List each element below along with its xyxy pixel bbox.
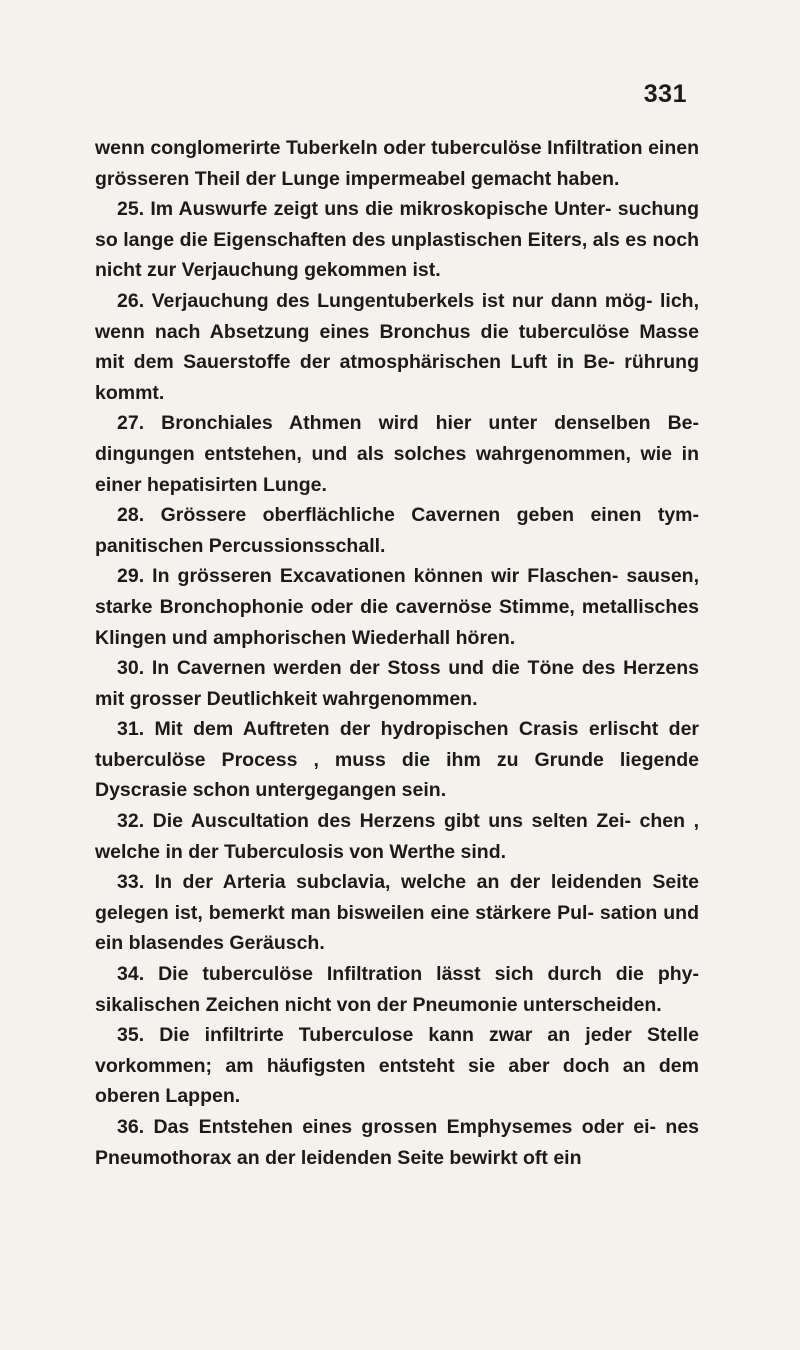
paragraph-text: Die tuberculöse Infiltration lässt sich durch die phy- sikalischen Zeichen nicht von der Pneumonie unterscheiden. xyxy=(95,963,699,1016)
paragraph-text: Im Auswurfe zeigt uns die mikroskopische Unter- suchung so lange die Eigenschaften des unplastischen Eiters, als es noch nicht zur Verjauchung gekommen ist. xyxy=(95,198,699,282)
paragraph-29 xyxy=(95,561,699,653)
paragraph-26 xyxy=(95,286,699,408)
paragraph-34 xyxy=(95,959,699,1020)
paragraph-text: Die infiltrirte Tuberculose kann zwar an jeder Stelle vorkommen; am häufigsten entsteht sie aber doch an dem oberen Lappen. xyxy=(95,1024,699,1108)
page-number: 331 xyxy=(643,80,687,108)
paragraph-text: Grössere oberflächliche Cavernen geben einen tym- panitischen Percussionsschall. xyxy=(95,504,699,557)
paragraph-text: Das Entstehen eines grossen Emphysemes oder ei- nes Pneumothorax an der leidenden Seite bewirkt oft ein xyxy=(95,1116,700,1169)
paragraph-text: Bronchiales Athmen wird hier unter denselben Be- dingungen entstehen, und als solches wahrgenommen, wie in einer hepatisirten Lunge. xyxy=(95,412,699,496)
paragraph-text: Mit dem Auftreten der hydropischen Crasis erlischt der tuberculöse Process , muss die ihm zu Grunde liegende Dyscrasie schon untergegangen sein. xyxy=(95,718,699,802)
paragraph-number: 35. xyxy=(117,1024,145,1047)
paragraph-33 xyxy=(95,867,699,959)
paragraph-text: In grösseren Excavationen können wir Flaschen- sausen, starke Bronchophonie oder die cavernöse Stimme, metallisches Klingen und amphorischen Wiederhall hören. xyxy=(95,565,699,649)
paragraph-number: 26. xyxy=(117,289,145,312)
paragraph-number: 33. xyxy=(117,871,145,894)
paragraph-32 xyxy=(95,806,699,867)
paragraph-number: 36. xyxy=(117,1116,145,1138)
paragraph-number: 29. xyxy=(117,565,145,588)
paragraph-continuation xyxy=(95,133,699,194)
paragraph-text: In der Arteria subclavia, welche an der leidenden Seite gelegen ist, bemerkt man bisweilen eine stärkere Pul- sation und ein blasendes Geräusch. xyxy=(95,871,699,955)
paragraph-30 xyxy=(95,653,699,714)
paragraph-text: Die Auscultation des Herzens gibt uns selten Zei- chen , welche in der Tuberculosis von Werthe sind. xyxy=(95,810,700,863)
paragraph-number: 30. xyxy=(117,657,145,680)
paragraph-28 xyxy=(95,500,699,561)
paragraph-number: 32. xyxy=(117,810,145,833)
paragraph-25 xyxy=(95,194,699,286)
paragraph-35 xyxy=(95,1020,699,1112)
paragraph-36 xyxy=(95,1112,699,1173)
paragraph-number: 25. xyxy=(117,198,145,221)
paragraph-text: Verjauchung des Lungentuberkels ist nur dann mög- lich, wenn nach Absetzung eines Bronchus die tuberculöse Masse mit dem Sauerstoffe der atmosphärischen Luft in Be- rührung kommt. xyxy=(95,289,699,404)
paragraph-text: wenn conglomerirte Tuberkeln oder tuberculöse Infiltration einen grösseren Theil der Lunge impermeabel gemacht haben. xyxy=(95,137,699,190)
paragraph-number: 28. xyxy=(117,504,145,527)
paragraph-number: 27. xyxy=(117,412,145,435)
paragraph-31 xyxy=(95,714,699,806)
paragraph-number: 34. xyxy=(117,963,145,986)
paragraph-number: 31. xyxy=(117,718,145,741)
paragraph-text: In Cavernen werden der Stoss und die Töne des Herzens mit grosser Deutlichkeit wahrgenommen. xyxy=(95,657,699,710)
paragraph-27 xyxy=(95,408,699,500)
body-text xyxy=(95,133,699,1173)
